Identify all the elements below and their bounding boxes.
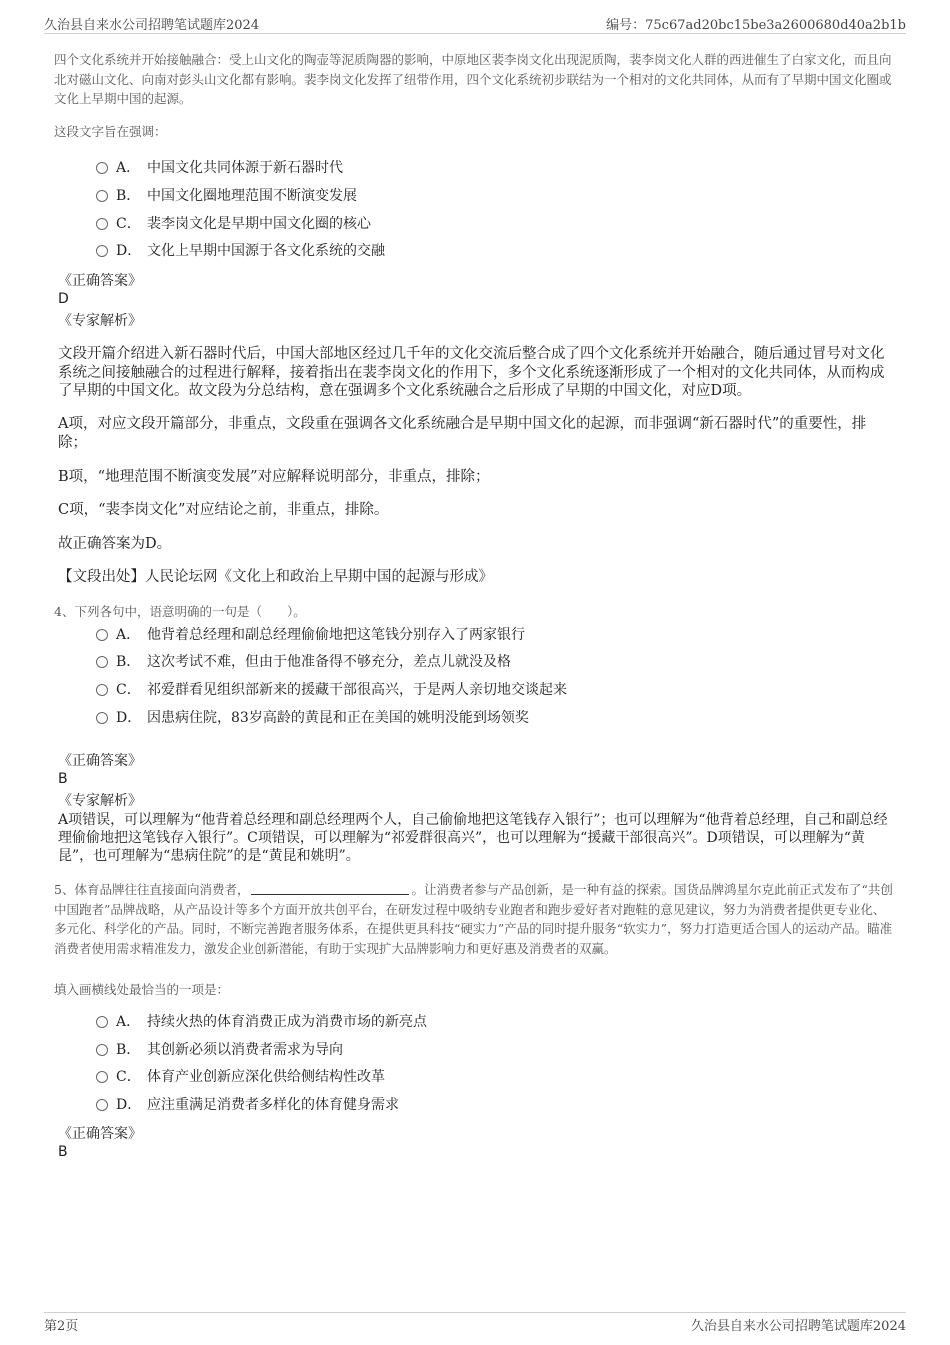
q5-option-a[interactable]: A． 持续火热的体育消费正成为消费市场的新亮点 — [96, 1012, 427, 1032]
q4-option-c[interactable]: C． 祁爱群看见组织部新来的援藏干部很高兴，于是两人亲切地交谈起来 — [96, 680, 567, 700]
q4-answer: B — [58, 771, 68, 787]
q3-analysis-para-5: 故正确答案为D。 — [58, 536, 172, 552]
radio-icon[interactable] — [96, 162, 108, 174]
page-footer — [44, 1312, 906, 1334]
q4-stem: 4、下列各句中，语意明确的一句是（ ）。 — [54, 604, 306, 619]
q3-passage: 四个文化系统并开始接触融合：受上山文化的陶壶等泥质陶器的影响，中原地区裴李岗文化出现泥质陶，裴李岗文化人群的西进催生了白家文化，而且向北对磁山文化、向南对彭头山文化都有影响。裴李岗文化发挥了纽带作用，四个文化系统初步联结为一个相对的文化共同体，从而有了早期中国文化圈或文化上早期中国的起源。 — [54, 52, 892, 106]
q3-analysis-para-3: B项，“地理范围不断演变发展”对应解释说明部分，非重点，排除； — [58, 469, 490, 485]
q5-option-c[interactable]: C． 体育产业创新应深化供给侧结构性改革 — [96, 1067, 385, 1087]
page-header — [44, 12, 906, 34]
header-doc-id: 编号：75c67ad20bc15be3a2600680d40a2b1b — [606, 18, 906, 33]
q3-analysis-para-4: C项，“裴李岗文化”对应结论之前，非重点，排除。 — [58, 502, 389, 518]
radio-icon[interactable] — [96, 712, 108, 724]
radio-icon[interactable] — [96, 1016, 108, 1028]
q3-stem: 这段文字旨在强调： — [54, 124, 167, 139]
q4-analysis: A项错误，可以理解为“他背着总经理和副总经理两个人，自己偷偷地把这笔钱存入银行”；也可以理解为“他背着总经理，自己和副总经理偷偷地把这笔钱存入银行”。C项错误，可以理解为“祁爱群很高兴”，也可以理解为“援藏干部很高兴”。D项错误，可以理解为“黄昆”，也可理解为“患病住院”的是“黄昆和姚明”。 — [58, 812, 888, 864]
q4-analysis-label: 《专家解析》 — [58, 793, 142, 809]
fill-blank — [251, 883, 409, 895]
header-title: 久治县自来水公司招聘笔试题库2024 — [44, 18, 260, 33]
q5-stem: 5、体育品牌往往直接面向消费者， 。让消费者参与产品创新，是一种有益的探索。国货品牌鸿星尔克此前正式发布了“共创中国跑者”品牌战略，从产品设计等多个方面开放共创平台，在研发过程中吸纳专业跑者和跑步爱好者对跑鞋的意见建议，努力为消费者提供更专业化、多元化、科学化的产品。同时，不断完善跑者服务体系，在提供更具科技“硬实力”产品的同时提升服务“软实力”，努力打造更适合国人的运动产品。瞄准消费者使用需求精准发力，激发企业创新潜能，有助于实现扩大品牌影响力和更好惠及消费者的双赢。 — [54, 882, 893, 956]
q4-option-b[interactable]: B． 这次考试不难，但由于他准备得不够充分，差点儿就没及格 — [96, 652, 511, 672]
radio-icon[interactable] — [96, 1071, 108, 1083]
q3-analysis-para-1: 文段开篇介绍进入新石器时代后，中国大部地区经过几千年的文化交流后整合成了四个文化系统并开始融合，随后通过冒号对文化系统之间接触融合的过程进行解释，接着指出在裴李岗文化的作用下，多个文化系统逐渐形成了一个相对的文化共同体，从而构成了早期的中国文化。故文段为分总结构，意在强调多个文化系统融合之后形成了早期的中国文化，对应D项。 — [58, 346, 885, 399]
q5-question: 填入画横线处最恰当的一项是： — [54, 982, 230, 997]
q3-analysis-label: 《专家解析》 — [58, 313, 142, 329]
q3-option-b[interactable]: B． 中国文化圈地理范围不断演变发展 — [96, 186, 357, 206]
q5-option-b[interactable]: B． 其创新必须以消费者需求为导向 — [96, 1040, 343, 1060]
q4-answer-label: 《正确答案》 — [58, 753, 142, 769]
q3-answer: D — [58, 291, 69, 307]
q3-option-d[interactable]: D． 文化上早期中国源于各文化系统的交融 — [96, 241, 385, 261]
q3-option-a[interactable]: A． 中国文化共同体源于新石器时代 — [96, 158, 343, 178]
radio-icon[interactable] — [96, 629, 108, 641]
q3-answer-label: 《正确答案》 — [58, 273, 142, 289]
q5-answer: B — [58, 1144, 68, 1160]
q4-option-d[interactable]: D． 因患病住院，83岁高龄的黄昆和正在美国的姚明没能到场领奖 — [96, 708, 529, 728]
q3-source: 【文段出处】人民论坛网《文化上和政治上早期中国的起源与形成》 — [58, 569, 493, 585]
radio-icon[interactable] — [96, 656, 108, 668]
radio-icon[interactable] — [96, 1044, 108, 1056]
page-number: 第2页 — [44, 1319, 79, 1334]
radio-icon[interactable] — [96, 190, 108, 202]
q3-analysis-para-2: A项，对应文段开篇部分，非重点，文段重在强调各文化系统融合是早期中国文化的起源，而非强调“新石器时代”的重要性，排除； — [58, 416, 867, 451]
footer-title: 久治县自来水公司招聘笔试题库2024 — [690, 1319, 906, 1334]
radio-icon[interactable] — [96, 245, 108, 257]
radio-icon[interactable] — [96, 684, 108, 696]
q4-option-a[interactable]: A． 他背着总经理和副总经理偷偷地把这笔钱分别存入了两家银行 — [96, 625, 525, 645]
q3-option-c[interactable]: C． 裴李岗文化是早期中国文化圈的核心 — [96, 214, 371, 234]
radio-icon[interactable] — [96, 1099, 108, 1111]
q5-answer-label: 《正确答案》 — [58, 1126, 142, 1142]
q5-option-d[interactable]: D． 应注重满足消费者多样化的体育健身需求 — [96, 1095, 399, 1115]
radio-icon[interactable] — [96, 218, 108, 230]
